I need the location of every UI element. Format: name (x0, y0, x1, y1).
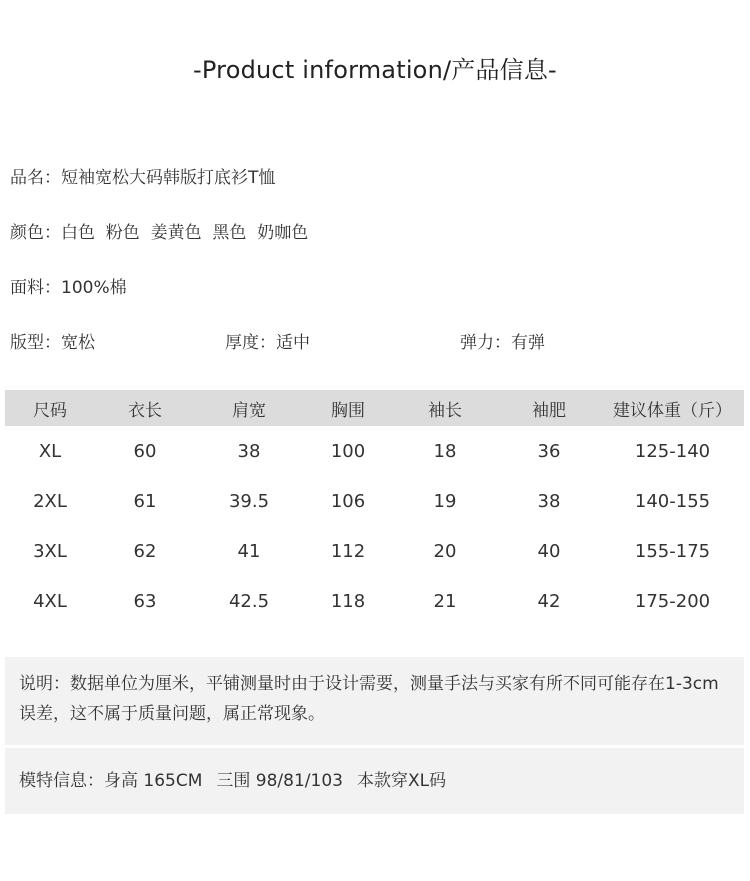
cell-shoulder: 39.5 (228, 490, 270, 512)
elasticity-value: 有弹 (511, 333, 545, 353)
cell-weight: 140-155 (634, 490, 711, 512)
product-fabric-label: 面料： (10, 278, 61, 298)
fit-value: 宽松 (61, 333, 95, 353)
cell-size: 3XL (33, 540, 67, 562)
cell-size: XL (38, 440, 62, 462)
cell-length: 60 (133, 440, 157, 462)
cell-size: 4XL (33, 590, 67, 612)
size-table (5, 390, 744, 626)
product-name-label: 品名： (10, 168, 61, 188)
cell-chest: 106 (330, 490, 366, 512)
product-fabric-line (10, 273, 127, 298)
product-color-line (10, 218, 308, 243)
cell-chest: 112 (330, 540, 366, 562)
cell-sleeve-length: 19 (433, 490, 457, 512)
table-row (5, 476, 744, 526)
product-fabric-value: 100%棉 (61, 278, 127, 298)
cell-size: 2XL (33, 490, 67, 512)
header-size: 尺码 (33, 400, 67, 421)
cell-sleeve-width: 36 (537, 440, 561, 462)
cell-length: 63 (133, 590, 157, 612)
table-row (5, 426, 744, 476)
cell-sleeve-width: 42 (537, 590, 561, 612)
cell-sleeve-width: 40 (537, 540, 561, 562)
thickness-value: 适中 (276, 333, 310, 353)
measurement-note-text: 说明：数据单位为厘米，平铺测量时由于设计需要，测量手法与买家有所不同可能存在1-3cm误差，这不属于质量问题，属正常现象。 (19, 674, 719, 724)
product-color-label: 颜色： (10, 223, 61, 243)
model-measurements: 三围 98/81/103 (216, 771, 343, 791)
cell-weight: 175-200 (634, 590, 711, 612)
table-row (5, 576, 744, 626)
header-sleeve-width: 袖肥 (532, 400, 566, 421)
header-length: 衣长 (128, 400, 162, 421)
page-title: -Product information/产品信息- (193, 56, 557, 84)
measurement-note (5, 657, 744, 745)
thickness-attribute (225, 328, 310, 353)
cell-sleeve-length: 20 (433, 540, 457, 562)
product-color-value: 白色 粉色 姜黄色 黑色 奶咖色 (61, 223, 309, 243)
model-height: 身高 165CM (104, 771, 203, 791)
fit-attribute (10, 328, 95, 353)
model-info-label: 模特信息： (19, 771, 104, 791)
elasticity-label: 弹力： (460, 333, 511, 353)
cell-shoulder: 42.5 (228, 590, 270, 612)
cell-length: 61 (133, 490, 157, 512)
header-weight: 建议体重（斤） (613, 400, 732, 421)
fit-label: 版型： (10, 333, 61, 353)
table-row (5, 526, 744, 576)
cell-sleeve-length: 18 (433, 440, 457, 462)
model-info (5, 748, 744, 814)
cell-length: 62 (133, 540, 157, 562)
cell-shoulder: 38 (237, 440, 261, 462)
cell-chest: 118 (330, 590, 366, 612)
product-attributes-row (0, 328, 750, 352)
elasticity-attribute (460, 328, 545, 353)
model-wearing-size: 本款穿XL码 (356, 771, 447, 791)
header-chest: 胸围 (331, 400, 365, 421)
cell-weight: 155-175 (634, 540, 711, 562)
cell-shoulder: 41 (237, 540, 261, 562)
cell-sleeve-length: 21 (433, 590, 457, 612)
cell-chest: 100 (330, 440, 366, 462)
header-sleeve-length: 袖长 (428, 400, 462, 421)
cell-sleeve-width: 38 (537, 490, 561, 512)
product-name-line (10, 163, 275, 188)
thickness-label: 厚度： (225, 333, 276, 353)
cell-weight: 125-140 (634, 440, 711, 462)
header-shoulder: 肩宽 (232, 400, 266, 421)
product-name-value: 短袖宽松大码韩版打底衫T恤 (61, 168, 276, 188)
size-table-header-row (5, 390, 744, 426)
